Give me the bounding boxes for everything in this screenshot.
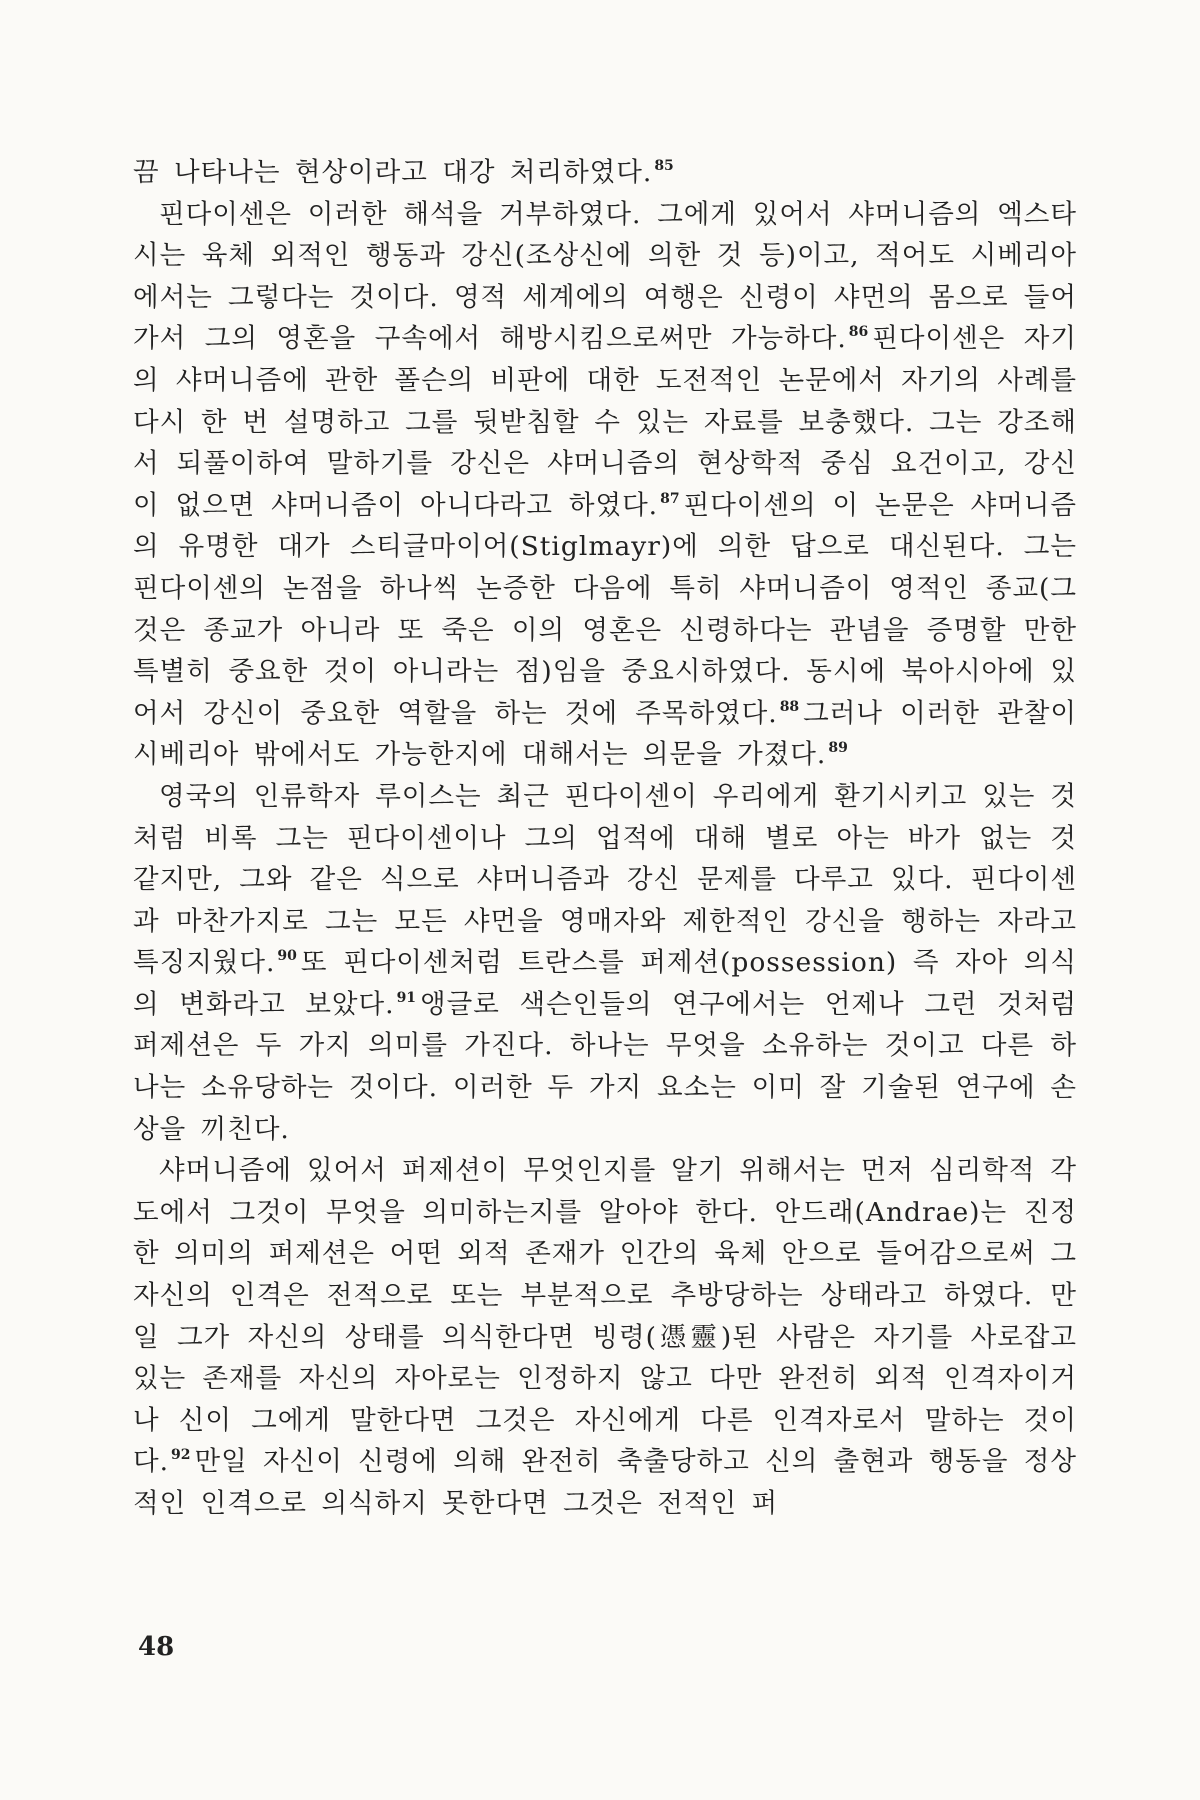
text-run: 또 핀다이센처럼 트란스를 퍼제션(possession) 즉 자아 의식의 변화라고 보았다. — [133, 947, 1077, 1020]
footnote-marker: 88 — [779, 698, 800, 715]
paragraph — [133, 1150, 1077, 1524]
text-run: 핀다이센은 이러한 해석을 거부하였다. 그에게 있어서 샤머니즘의 엑스타시는 육체 외적인 행동과 강신(조상신에 의한 것 등)이고, 적어도 시베리아에서는 그렇다는 것이다. 영적 세계에의 여행은 신령이 샤먼의 몸으로 들어가서 그의 영혼을 구속에서 해방시킴으로써만 가능하다. — [133, 198, 1077, 355]
text-run: 끔 나타나는 현상이라고 대강 처리하였다. — [133, 157, 653, 188]
text-run: 앵글로 색슨인들의 연구에서는 언제나 그런 것처럼 퍼제션은 두 가지 의미를 가진다. 하나는 무엇을 소유하는 것이고 다른 하나는 소유당하는 것이다. 이러한 두 가지 요소는 이미 잘 기술된 연구에 손상을 끼친다. — [133, 988, 1077, 1145]
paragraph — [133, 776, 1077, 1150]
footnote-marker: 90 — [277, 948, 297, 965]
paragraph — [133, 194, 1077, 776]
body-text — [133, 152, 1077, 1525]
footnote-marker: 89 — [828, 740, 848, 757]
text-run: 만일 자신이 신령에 의해 완전히 축출당하고 신의 출현과 행동을 정상적인 인격으로 의식하지 못한다면 그것은 전적인 퍼 — [133, 1446, 1077, 1519]
footnote-marker: 87 — [660, 490, 680, 507]
text-run: 샤머니즘에 있어서 퍼제션이 무엇인지를 알기 위해서는 먼저 심리학적 각도에서 그것이 무엇을 의미하는지를 알아야 한다. 안드래(Andrae)는 진정한 의미의 퍼제션은 어떤 외적 존재가 인간의 육체 안으로 들어감으로써 그 자신의 인격은 전적으로 또는 부분적으로 추방당하는 상태라고 하였다. 만일 그가 자신의 상태를 의식한다면 빙령(憑靈)된 사람은 자기를 사로잡고 있는 존재를 자신의 자아로는 인정하지 않고 다만 완전히 외적 인격자이거나 신이 그에게 말한다면 그것은 자신에게 다른 인격자로서 말하는 것이다. — [133, 1155, 1077, 1478]
text-run: 영국의 인류학자 루이스는 최근 핀다이센이 우리에게 환기시키고 있는 것처럼 비록 그는 핀다이센이나 그의 업적에 대해 별로 아는 바가 없는 것 같지만, 그와 같은 식으로 샤머니즘과 강신 문제를 다루고 있다. 핀다이센과 마찬가지로 그는 모든 샤먼을 영매자와 제한적인 강신을 행하는 자라고 특징지웠다. — [133, 780, 1077, 979]
text-run: 핀다이센은 자기의 샤머니즘에 관한 폴슨의 비판에 대한 도전적인 논문에서 자기의 사례를 다시 한 번 설명하고 그를 뒷받침할 수 있는 자료를 보충했다. 그는 강조해서 되풀이하여 말하기를 강신은 샤머니즘의 현상학적 중심 요건이고, 강신이 없으면 샤머니즘이 아니다라고 하였다. — [133, 323, 1077, 521]
footnote-marker: 85 — [654, 158, 674, 174]
footnote-marker: 86 — [848, 324, 869, 341]
footnote-marker: 92 — [171, 1447, 191, 1464]
text-run: 그러나 이러한 관찰이 시베리아 밖에서도 가능한지에 대해서는 의문을 가졌다. — [133, 697, 1077, 771]
footnote-marker: 91 — [396, 989, 417, 1006]
text-run: 핀다이센의 이 논문은 샤머니즘의 유명한 대가 스티글마이어(Stiglmayr)에 의한 답으로 대신된다. 그는 핀다이센의 논점을 하나씩 논증한 다음에 특히 샤머니즘이 영적인 종교(그것은 종교가 아니라 또 죽은 이의 영혼은 신령하다는 관념을 증명할 만한 특별히 중요한 것이 아니라는 점)임을 중요시하였다. 동시에 북아시아에 있어서 강신이 중요한 역할을 하는 것에 주목하였다. — [133, 489, 1077, 729]
page-number: 48 — [138, 1632, 175, 1662]
paragraph — [133, 152, 1077, 194]
